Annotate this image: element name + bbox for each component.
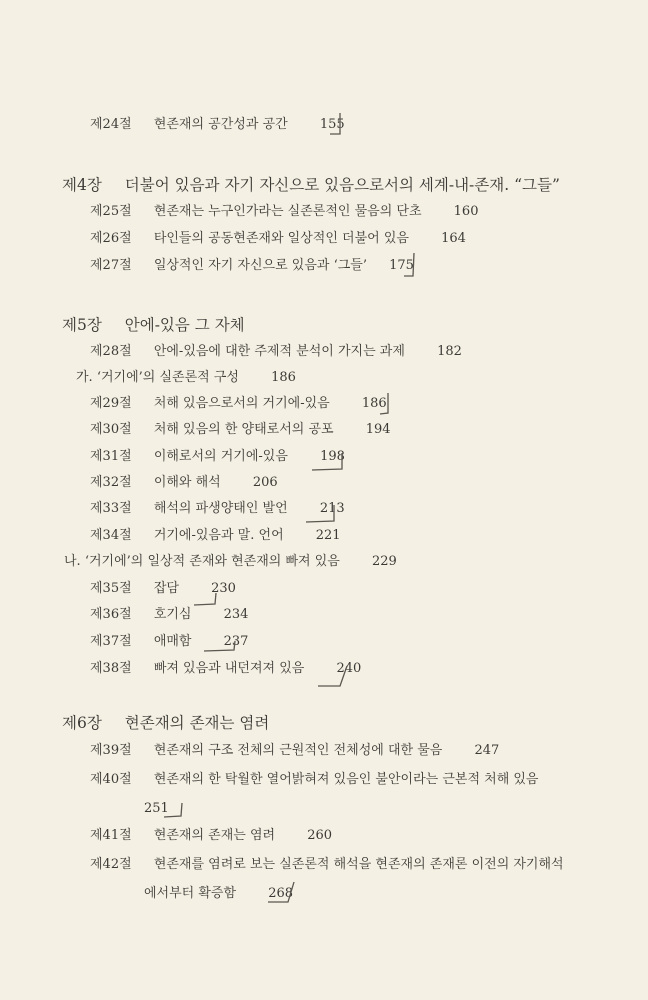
- section-title: 호기심: [153, 607, 192, 622]
- section-label: 제35절: [90, 581, 132, 596]
- section-title: 해석의 파생양태인 발언: [153, 501, 288, 516]
- toc-entry: [90, 116, 345, 134]
- section-label: 제28절: [90, 344, 132, 359]
- section-label: 제38절: [90, 661, 132, 676]
- toc-entry: [90, 742, 499, 760]
- section-label: 제27절: [90, 258, 132, 273]
- section-title: 이해로서의 거기에-있음: [153, 449, 288, 464]
- section-title: 현존재의 한 탁월한 열어밝혀져 있음인 불안이라는 근본적 처해 있음: [153, 772, 539, 787]
- page-number: 213: [319, 501, 345, 516]
- toc-entry: [90, 771, 539, 789]
- page-number: 251: [144, 801, 169, 816]
- section-title: 타인들의 공동현존재와 일상적인 더불어 있음: [153, 231, 409, 246]
- section-title: 현존재는 누구인가라는 실존론적인 물음의 단초: [153, 204, 422, 219]
- toc-entry: [90, 257, 414, 275]
- section-label: 제26절: [90, 231, 132, 246]
- page-number: 194: [365, 422, 391, 437]
- page-number: 260: [307, 828, 333, 843]
- page-number: 164: [441, 231, 466, 246]
- chapter-label: 제6장: [62, 714, 102, 732]
- section-label: 제40절: [90, 772, 132, 787]
- section-title: 처해 있음의 한 양태로서의 공포: [153, 422, 334, 437]
- page-number: 221: [315, 528, 341, 543]
- pencil-underline-mark: [164, 802, 186, 820]
- pencil-underline-mark: [268, 880, 298, 908]
- section-label: 제33절: [90, 501, 132, 516]
- page-number: 186: [361, 396, 387, 411]
- chapter-heading: [62, 714, 269, 732]
- pencil-underline-mark: [404, 252, 418, 278]
- page-number: 206: [252, 475, 278, 490]
- subpart-label: 가.: [76, 370, 93, 385]
- section-title: 현존재를 염려로 보는 실존론적 해석을 현존재의 존재론 이전의 자기해석: [153, 857, 564, 872]
- toc-entry: [90, 395, 387, 413]
- toc-entry: [90, 606, 248, 624]
- page-number: 240: [336, 661, 362, 676]
- section-label: 제41절: [90, 828, 132, 843]
- section-title: 잡담: [153, 581, 179, 596]
- page-number: 234: [223, 607, 249, 622]
- subpart-title: ‘거기에’의 실존론적 구성: [96, 370, 239, 385]
- chapter-label: 제4장: [62, 176, 102, 194]
- page-number: 237: [223, 634, 249, 649]
- page-number: 160: [453, 204, 479, 219]
- section-title: 안에-있음에 대한 주제적 분석이 가지는 과제: [153, 344, 405, 359]
- toc-subpart: [64, 553, 397, 571]
- section-title: 현존재의 공간성과 공간: [153, 117, 288, 132]
- section-label: 제37절: [90, 634, 132, 649]
- section-label: 제36절: [90, 607, 132, 622]
- page-number: 155: [319, 117, 345, 132]
- toc-entry: [90, 421, 391, 439]
- section-title: 빠져 있음과 내던져져 있음: [153, 661, 305, 676]
- page-number: 186: [271, 370, 296, 385]
- page-number: 268: [268, 886, 294, 901]
- section-title: 현존재의 구조 전체의 근원적인 전체성에 대한 물음: [153, 743, 443, 758]
- page-number: 175: [389, 258, 414, 273]
- section-label: 제39절: [90, 743, 132, 758]
- pencil-underline-mark: [380, 392, 392, 416]
- toc-entry: [90, 500, 345, 518]
- pencil-underline-mark: [204, 640, 240, 656]
- chapter-label: 제5장: [62, 316, 102, 334]
- section-title: 이해와 해석: [153, 475, 221, 490]
- section-label: 제34절: [90, 528, 132, 543]
- section-title: 애매함: [153, 634, 192, 649]
- pencil-underline-mark: [334, 452, 346, 472]
- chapter-title: 더불어 있음과 자기 자신으로 있음으로서의 세계-내-존재. “그들”: [124, 176, 560, 194]
- toc-entry: [90, 827, 332, 845]
- toc-entry: [90, 448, 345, 466]
- toc-entry: [90, 856, 564, 874]
- page-number: 247: [474, 743, 500, 758]
- section-label: 제29절: [90, 396, 132, 411]
- section-label: 제30절: [90, 422, 132, 437]
- pencil-underline-mark: [330, 112, 344, 136]
- page-number: 230: [211, 581, 236, 596]
- section-title-continuation: 에서부터 확증함: [144, 886, 237, 901]
- section-title: 거기에-있음과 말. 언어: [153, 528, 284, 543]
- toc-subpart: [76, 369, 296, 387]
- section-label: 제31절: [90, 449, 132, 464]
- chapter-heading: [62, 176, 560, 194]
- chapter-title: 현존재의 존재는 염려: [124, 714, 270, 732]
- section-label: 제32절: [90, 475, 132, 490]
- page-number: 229: [371, 554, 397, 569]
- section-title: 처해 있음으로서의 거기에-있음: [153, 396, 330, 411]
- page-number: 198: [320, 449, 345, 464]
- toc-entry: [90, 474, 278, 492]
- section-label: 제25절: [90, 204, 132, 219]
- section-title: 현존재의 존재는 염려: [153, 828, 276, 843]
- subpart-label: 나.: [64, 554, 81, 569]
- page-number: 182: [437, 344, 462, 359]
- toc-entry: [90, 230, 466, 248]
- chapter-title: 안에-있음 그 자체: [124, 316, 245, 334]
- toc-entry: [90, 203, 478, 221]
- chapter-heading: [62, 316, 245, 334]
- subpart-title: ‘거기에’의 일상적 존재와 현존재의 빠져 있음: [84, 554, 340, 569]
- section-label: 제42절: [90, 857, 132, 872]
- pencil-underline-mark: [328, 504, 340, 524]
- toc-entry: [90, 527, 341, 545]
- toc-entry: [90, 343, 462, 361]
- pencil-underline-mark: [318, 664, 352, 692]
- section-title: 일상적인 자기 자신으로 있음과 ‘그들’: [153, 258, 367, 273]
- section-label: 제24절: [90, 117, 132, 132]
